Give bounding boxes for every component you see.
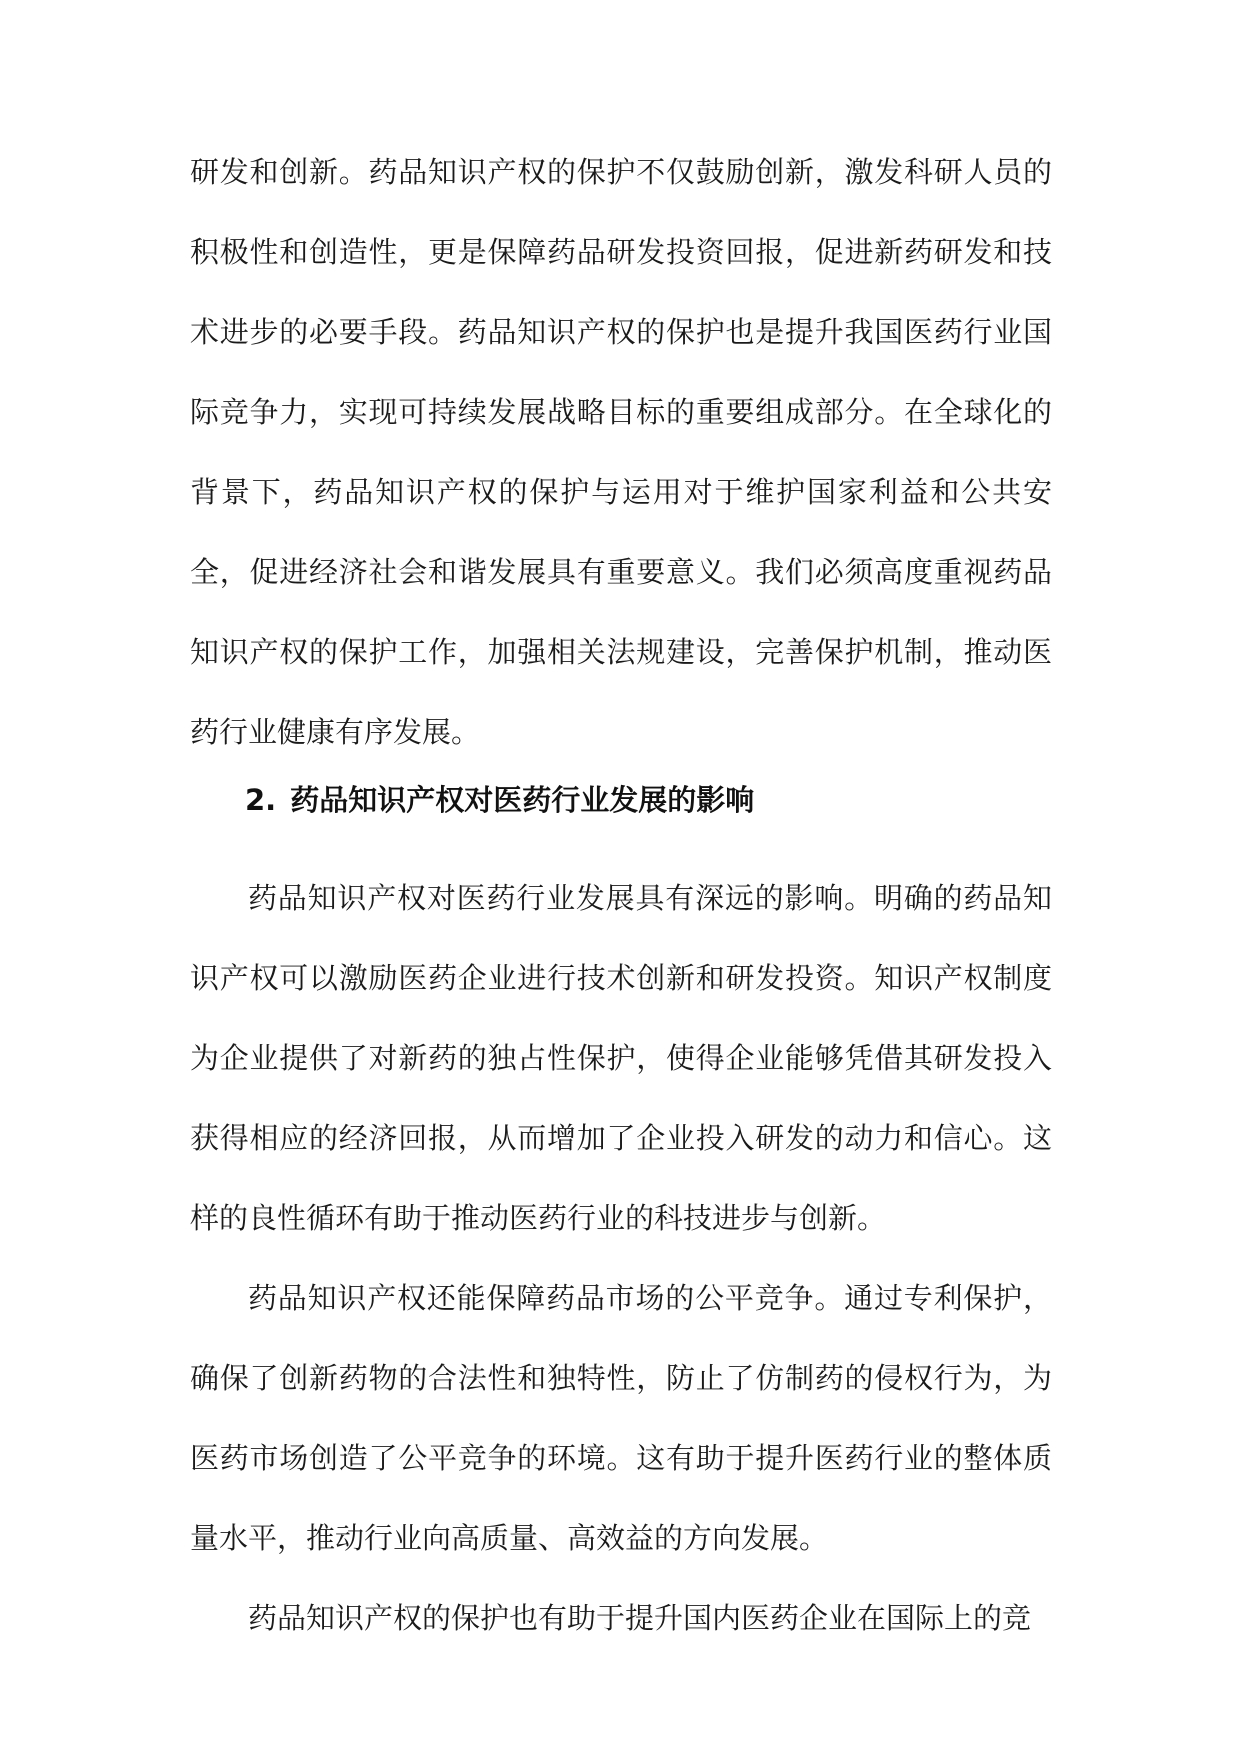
continuation-paragraph: 研发和创新。药品知识产权的保护不仅鼓励创新，激发科研人员的积极性和创造性，更是保障药品研发投资回报，促进新药研发和技术进步的必要手段。药品知识产权的保护也是提升我国医药行业国际竞争力，实现可持续发展战略目标的重要组成部分。在全球化的背景下，药品知识产权的保护与运用对于维护国家利益和公共安全，促进经济社会和谐发展具有重要意义。我们必须高度重视药品知识产权的保护工作，加强相关法规建设，完善保护机制，推动医药行业健康有序发展。: [190, 155, 1052, 749]
section-title: 药品知识产权对医药行业发展的影响: [290, 783, 755, 817]
body-section-main: [190, 858, 1052, 1658]
paragraph: 药品知识产权对医药行业发展具有深远的影响。明确的药品知识产权可以激励医药企业进行技术创新和研发投资。知识产权制度为企业提供了对新药的独占性保护，使得企业能够凭借其研发投入获得相应的经济回报，从而增加了企业投入研发的动力和信心。这样的良性循环有助于推动医药行业的科技进步与创新。: [190, 881, 1052, 1235]
body-section-top: [190, 132, 1052, 772]
section-heading: [245, 778, 754, 822]
paragraph: 药品知识产权还能保障药品市场的公平竞争。通过专利保护，确保了创新药物的合法性和独特性，防止了仿制药的侵权行为，为医药市场创造了公平竞争的环境。这有助于提升医药行业的整体质量水平，推动行业向高质量、高效益的方向发展。: [190, 1281, 1052, 1555]
section-number: 2.: [245, 783, 277, 817]
paragraph: 药品知识产权的保护也有助于提升国内医药企业在国际上的竞: [248, 1601, 1032, 1635]
